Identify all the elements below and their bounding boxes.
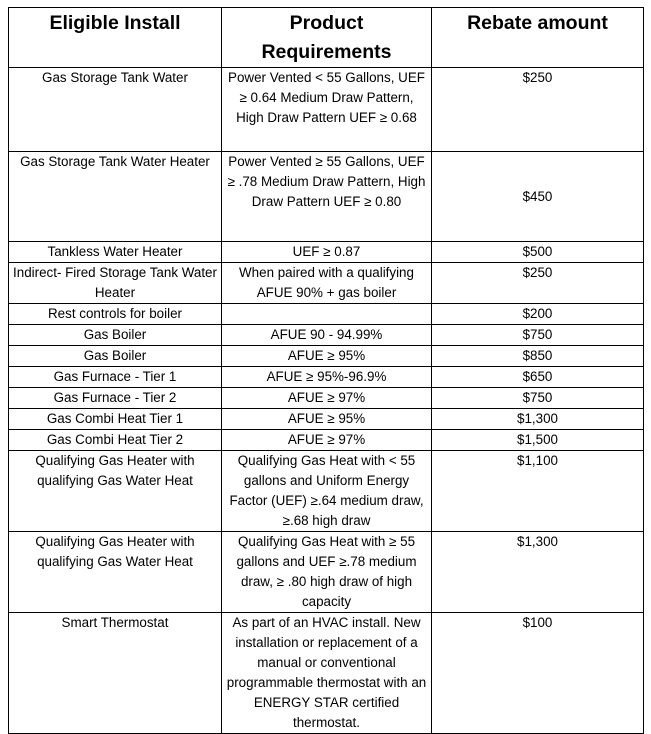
requirements-cell: AFUE ≥ 95% xyxy=(222,409,432,430)
table-row xyxy=(9,613,644,734)
table-row xyxy=(9,68,644,152)
install-cell: Qualifying Gas Heater with qualifying Gas Water Heat xyxy=(9,451,222,532)
table-row xyxy=(9,430,644,451)
install-cell: Gas Combi Heat Tier 1 xyxy=(9,409,222,430)
requirements-cell xyxy=(222,304,432,325)
install-cell: Gas Boiler xyxy=(9,325,222,346)
table-row xyxy=(9,532,644,613)
install-cell: Tankless Water Heater xyxy=(9,242,222,263)
amount-cell: $750 xyxy=(432,388,644,409)
requirements-cell: AFUE 90 - 94.99% xyxy=(222,325,432,346)
table-row xyxy=(9,304,644,325)
amount-cell: $200 xyxy=(432,304,644,325)
amount-cell: $250 xyxy=(432,68,644,152)
install-cell: Gas Combi Heat Tier 2 xyxy=(9,430,222,451)
amount-cell: $250 xyxy=(432,263,644,304)
install-cell: Rest controls for boiler xyxy=(9,304,222,325)
table-row xyxy=(9,367,644,388)
amount-cell: $1,500 xyxy=(432,430,644,451)
table-row xyxy=(9,242,644,263)
table-row xyxy=(9,451,644,532)
amount-cell: $100 xyxy=(432,613,644,734)
requirements-cell: AFUE ≥ 97% xyxy=(222,388,432,409)
amount-cell: $650 xyxy=(432,367,644,388)
install-cell: Qualifying Gas Heater with qualifying Gas Water Heat xyxy=(9,532,222,613)
table-row xyxy=(9,388,644,409)
requirements-cell: AFUE ≥ 95%-96.9% xyxy=(222,367,432,388)
amount-cell: $750 xyxy=(432,325,644,346)
amount-cell: $1,300 xyxy=(432,409,644,430)
install-cell: Gas Storage Tank Water xyxy=(9,68,222,152)
amount-cell: $450 xyxy=(432,152,644,242)
install-cell: Gas Furnace - Tier 1 xyxy=(9,367,222,388)
column-header-product-requirements: Product Requirements xyxy=(222,8,432,68)
amount-cell: $1,100 xyxy=(432,451,644,532)
requirements-cell: AFUE ≥ 95% xyxy=(222,346,432,367)
table-header-row xyxy=(9,8,644,68)
rebate-table xyxy=(8,7,644,734)
requirements-cell: As part of an HVAC install. New installation or replacement of a manual or conventional programmable thermostat with an ENERGY STAR certified thermostat. xyxy=(222,613,432,734)
table-row xyxy=(9,346,644,367)
requirements-cell: When paired with a qualifying AFUE 90% + gas boiler xyxy=(222,263,432,304)
requirements-cell: UEF ≥ 0.87 xyxy=(222,242,432,263)
table-row xyxy=(9,263,644,304)
install-cell: Indirect- Fired Storage Tank Water Heater xyxy=(9,263,222,304)
column-header-rebate-amount: Rebate amount xyxy=(432,8,644,68)
requirements-cell: Qualifying Gas Heat with < 55 gallons and Uniform Energy Factor (UEF) ≥.64 medium draw, ≥.68 high draw xyxy=(222,451,432,532)
amount-cell: $1,300 xyxy=(432,532,644,613)
requirements-cell: AFUE ≥ 97% xyxy=(222,430,432,451)
install-cell: Gas Storage Tank Water Heater xyxy=(9,152,222,242)
requirements-cell: Qualifying Gas Heat with ≥ 55 gallons and UEF ≥.78 medium draw, ≥ .80 high draw of high capacity xyxy=(222,532,432,613)
install-cell: Gas Furnace - Tier 2 xyxy=(9,388,222,409)
table-row xyxy=(9,409,644,430)
install-cell: Smart Thermostat xyxy=(9,613,222,734)
install-cell: Gas Boiler xyxy=(9,346,222,367)
requirements-cell: Power Vented ≥ 55 Gallons, UEF ≥ .78 Medium Draw Pattern, High Draw Pattern UEF ≥ 0.80 xyxy=(222,152,432,242)
amount-cell: $500 xyxy=(432,242,644,263)
column-header-eligible-install: Eligible Install xyxy=(9,8,222,68)
table-row xyxy=(9,152,644,242)
requirements-cell: Power Vented < 55 Gallons, UEF ≥ 0.64 Medium Draw Pattern, High Draw Pattern UEF ≥ 0.68 xyxy=(222,68,432,152)
amount-cell: $850 xyxy=(432,346,644,367)
table-row xyxy=(9,325,644,346)
